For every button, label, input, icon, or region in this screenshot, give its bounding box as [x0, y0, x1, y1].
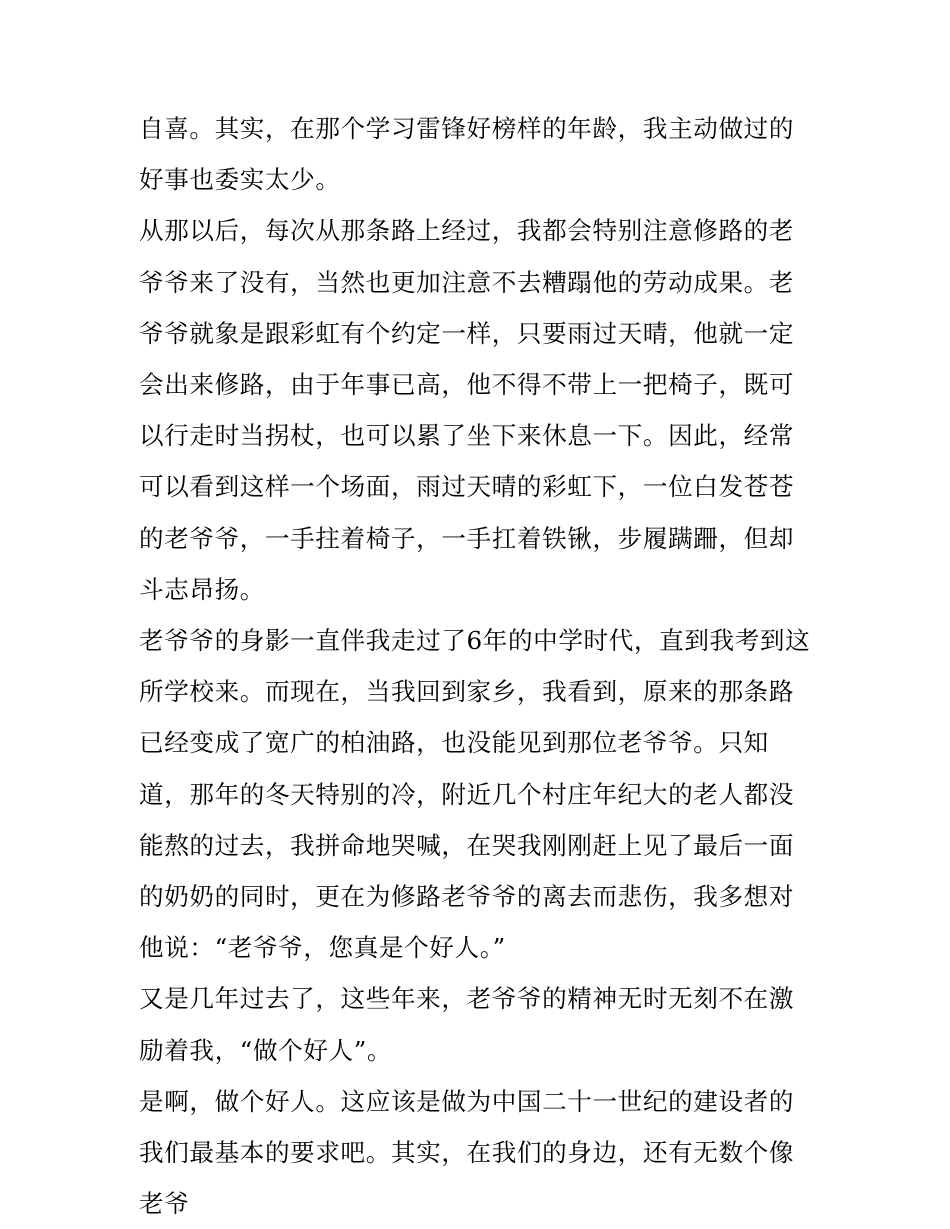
paragraph: 老爷爷的身影一直伴我走过了6年的中学时代，直到我考到这所学校来。而现在，当我回到家乡，我看到，原来的那条路已经变成了宽广的柏油路，也没能见到那位老爷爷。只知道，那年的冬天特别的冷，附近几个村庄年纪大的老人都没能熬的过去，我拼命地哭喊，在哭我刚刚赶上见了最后一面的奶奶的同时，更在为修路老爷爷的离去而悲伤，我多想对他说：“老爷爷，您真是个好人。” — [139, 626, 811, 963]
paragraph: 又是几年过去了，这些年来，老爷爷的精神无时无刻不在激励着我，“做个好人”。 — [139, 984, 795, 1065]
paragraph: 自喜。其实，在那个学习雷锋好榜样的年龄，我主动做过的好事也委实太少。 — [139, 114, 795, 195]
paragraph: 是啊，做个好人。这应该是做为中国二十一世纪的建设者的我们最基本的要求吧。其实，在我们的身边，还有无数个像老爷 — [139, 1086, 795, 1219]
paragraph: 从那以后，每次从那条路上经过，我都会特别注意修路的老爷爷来了没有，当然也更加注意不去糟蹋他的劳动成果。老爷爷就象是跟彩虹有个约定一样，只要雨过天晴，他就一定会出来修路，由于年事已高，他不得不带上一把椅子，既可以行走时当拐杖，也可以累了坐下来休息一下。因此，经常可以看到这样一个场面，雨过天晴的彩虹下，一位白发苍苍的老爷爷，一手拄着椅子，一手扛着铁锹，步履蹒跚，但却斗志昂扬。 — [139, 216, 795, 604]
document-body — [139, 103, 815, 1229]
